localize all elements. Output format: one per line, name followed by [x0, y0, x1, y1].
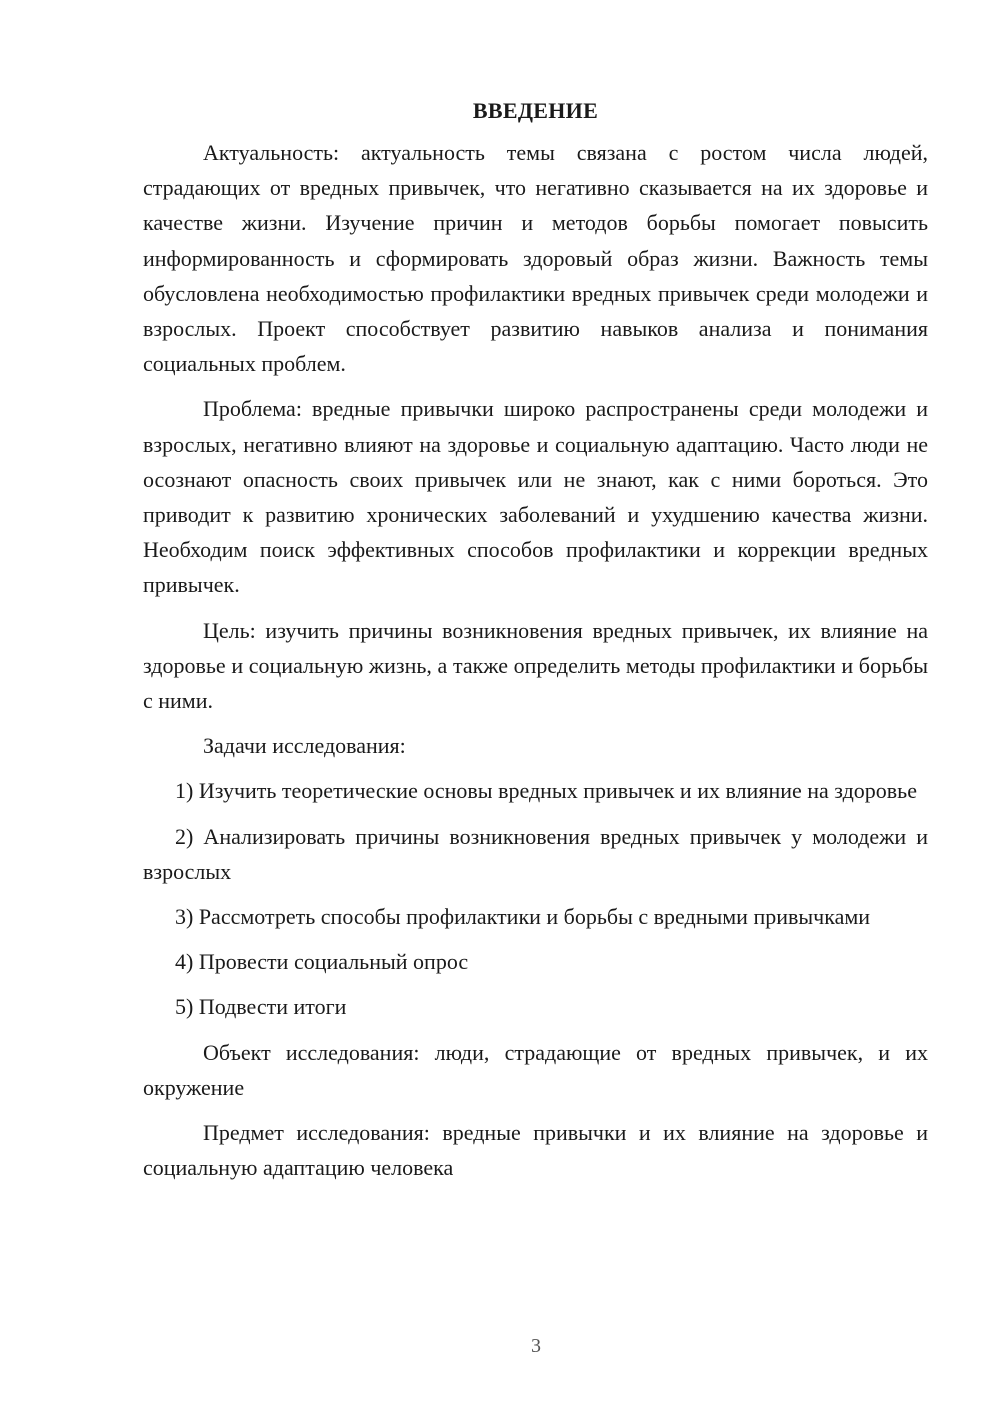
research-subject-paragraph: Предмет исследования: вредные привычки и их влияние на здоровье и социальную адаптацию человека — [143, 1120, 928, 1181]
tasks-heading: Задачи исследования: — [203, 733, 406, 759]
page-content — [143, 96, 928, 1195]
relevance-paragraph: Актуальность: актуальность темы связана с ростом числа людей, страдающих от вредных привычек, что негативно сказывается на их здоровье и качестве жизни. Изучение причин и методов борьбы помогает повысить информированность и сформировать здоровый образ жизни. Важность темы обусловлена необходимостью профилактики вредных привычек среди молодежи и взрослых. Проект способствует развитию навыков анализа и понимания социальных проблем. — [143, 140, 928, 377]
goal-paragraph: Цель: изучить причины возникновения вредных привычек, их влияние на здоровье и социальную жизнь, а также определить методы профилактики и борьбы с ними. — [143, 617, 928, 714]
page-number: 3 — [531, 1335, 541, 1357]
task-item: 1) Изучить теоретические основы вредных привычек и их влияние на здоровье — [175, 778, 917, 804]
task-item: 3) Рассмотреть способы профилактики и борьбы с вредными привычками — [175, 904, 871, 930]
task-item: 2) Анализировать причины возникновения вредных привычек у молодежи и взрослых — [143, 823, 928, 884]
research-object-paragraph: Объект исследования: люди, страдающие от вредных привычек, и их окружение — [143, 1039, 928, 1100]
task-item: 4) Провести социальный опрос — [175, 949, 469, 975]
section-title: ВВЕДЕНИЕ — [472, 98, 599, 123]
task-item: 5) Подвести итоги — [175, 994, 347, 1020]
problem-paragraph: Проблема: вредные привычки широко распространены среди молодежи и взрослых, негативно влияют на здоровье и социальную адаптацию. Часто люди не осознают опасность своих привычек или не знают, как с ними бороться. Это приводит к развитию хронических заболеваний и ухудшению качества жизни. Необходим поиск эффективных способов профилактики и коррекции вредных привычек. — [143, 396, 928, 598]
